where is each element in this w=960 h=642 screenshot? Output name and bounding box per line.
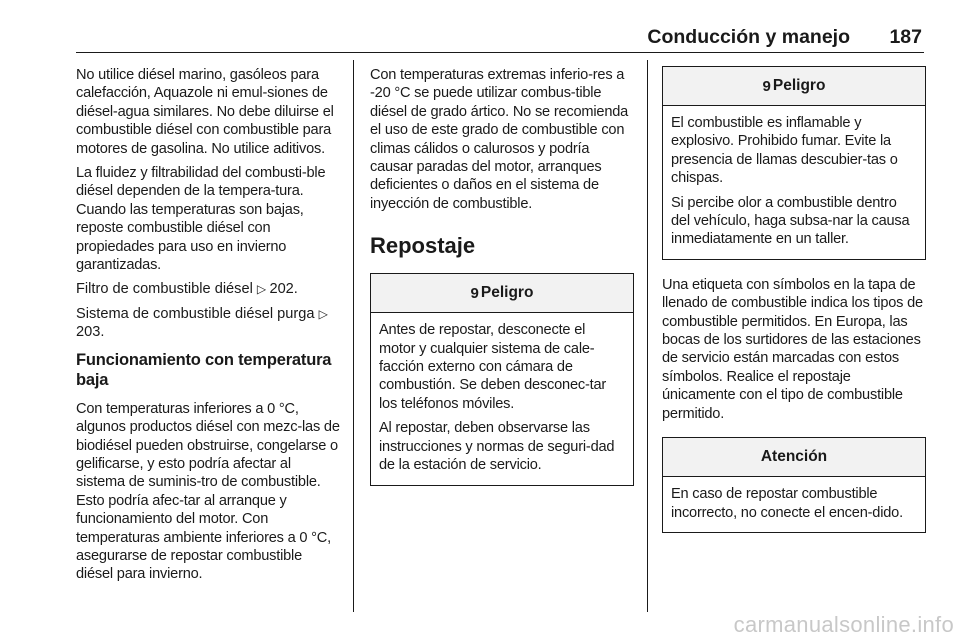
column-2 xyxy=(370,66,634,502)
paragraph: Una etiqueta con símbolos en la tapa de llenado de combustible indica los tipos de combustible permitidos. En Europa, las bocas de los surtidores de las estaciones de servicio están marcadas con estos símbolos. Realice el repostaje únicamente con el tipo de combustible permitido. xyxy=(662,276,923,422)
paragraph: Si percibe olor a combustible dentro del vehículo, haga subsa-nar la causa inmediatamente en un taller. xyxy=(671,194,910,248)
danger-box-title: Peligro xyxy=(480,284,534,302)
page-reference-link[interactable]: 202. xyxy=(269,281,298,298)
danger-box-title: Peligro xyxy=(772,77,826,94)
page-header xyxy=(76,22,924,53)
paragraph-text: Sistema de combustible diésel purga xyxy=(76,305,319,322)
subheading: Funcionamiento con temperatura baja xyxy=(76,350,332,389)
column-divider xyxy=(353,60,354,612)
column-1 xyxy=(76,66,342,590)
paragraph: No utilice diésel marino, gasóleos para calefacción, Aquazole ni emul-siones de diésel-agua similares. No debe diluirse el combustible diésel con combustible para motores de gasolina. No utilice aditivos. xyxy=(76,67,334,157)
column-3 xyxy=(662,66,926,549)
column-divider xyxy=(647,60,648,612)
page-number: 187 xyxy=(889,26,922,48)
page-ref-arrow-icon: ▷ xyxy=(318,306,328,321)
paragraph: En caso de repostar combustible incorrecto, no conecte el encen-dido. xyxy=(671,486,903,521)
paragraph: Con temperaturas inferiores a 0 °C, algunos productos diésel con mezc-las de biodiésel pueden obstruirse, congelarse o gelificarse, y esto podría afectar al sistema de suminis-tro de combustible. Esto podría afec-tar al arranque y funcionamiento del motor. Con temperaturas ambiente inferiores a 0 °C, asegurarse de repostar combustible diésel para invierno. xyxy=(76,400,340,583)
paragraph: Con temperaturas extremas inferio-res a -20 °C se puede utilizar combus-tible diésel de grado ártico. No se recomienda el uso de este grado de combustible con climas cálidos o calurosos y podría causar paradas del motor, arranques deficientes o daños en el sistema de inyección de combustible. xyxy=(370,67,629,212)
attention-box-header xyxy=(663,438,925,477)
paragraph xyxy=(76,305,342,342)
attention-box xyxy=(662,437,926,533)
warning-icon: 9 xyxy=(762,77,771,95)
danger-box-header xyxy=(663,67,925,106)
page-ref-arrow-icon: ▷ xyxy=(256,282,270,297)
danger-box-body xyxy=(371,313,633,484)
section-heading: Repostaje xyxy=(370,233,476,259)
paragraph-text: Filtro de combustible diésel xyxy=(76,281,257,298)
paragraph: Al repostar, deben observarse las instrucciones y normas de seguri-dad de la estación de servicio. xyxy=(379,420,615,474)
section-title: Conducción y manejo xyxy=(647,26,850,48)
watermark: carmanualsonline.info xyxy=(733,612,954,637)
paragraph: El combustible es inflamable y explosivo. Prohibido fumar. Evite la presencia de llamas descubier-tas o chispas. xyxy=(671,115,898,187)
paragraph xyxy=(76,280,342,298)
danger-box-body xyxy=(663,106,925,259)
paragraph: La fluidez y filtrabilidad del combusti-ble diésel dependen de la tempera-tura. Cuando las temperaturas son bajas, reposte combustible diésel con propiedades para uso en invierno garantizadas. xyxy=(76,165,326,274)
warning-icon: 9 xyxy=(470,284,479,302)
paragraph: Antes de repostar, desconecte el motor y cualquier sistema de cale-facción externo con cámara de combustión. Se deben desconec-tar los teléfonos móviles. xyxy=(379,322,607,412)
attention-box-body xyxy=(663,477,925,532)
danger-box xyxy=(662,66,926,260)
page-reference-link[interactable]: 203. xyxy=(76,324,105,341)
attention-box-title: Atención xyxy=(760,448,828,466)
danger-box-header xyxy=(371,274,633,313)
danger-box xyxy=(370,273,634,485)
